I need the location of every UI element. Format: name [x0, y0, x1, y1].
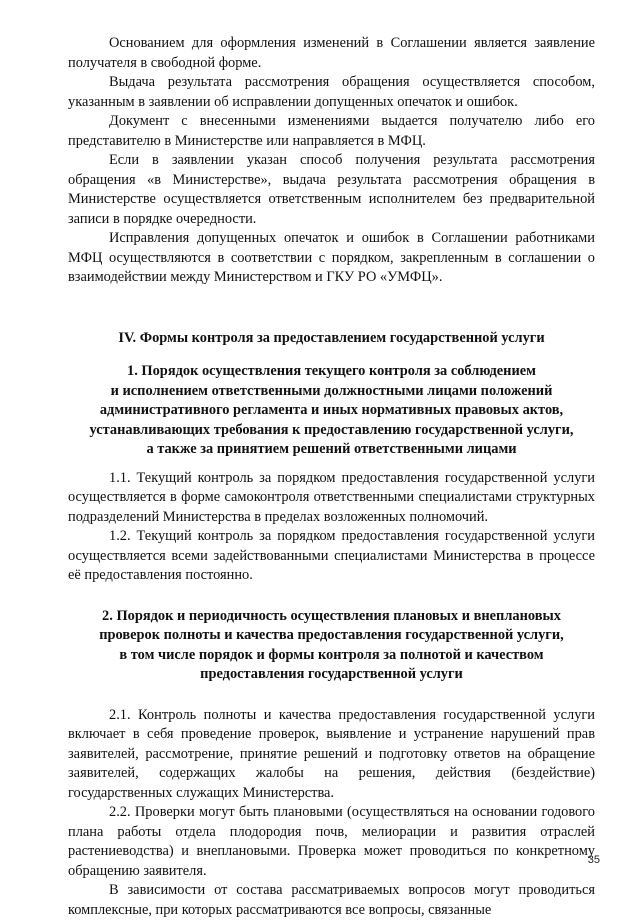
intro-paragraph-4: Если в заявлении указан способ получения результата рассмотрения обращения «в Министерстве», выдача результата рассмотрения обращения в Министерстве осуществляется ответственным исполнителем без предварительной записи в порядке очередности.: [68, 152, 595, 227]
document-page: [68, 34, 595, 920]
subsection-2-heading: [68, 607, 595, 685]
page-number: 35: [587, 854, 600, 866]
section-4-heading: IV. Формы контроля за предоставлением государственной услуги: [118, 329, 545, 346]
intro-paragraph-3: Документ с внесенными изменениями выдается получателю либо его представителю в Министерстве или направляется в МФЦ.: [68, 113, 595, 149]
heading-line: и исполнением ответственными должностными лицами положений: [110, 382, 553, 399]
spacer: [68, 586, 595, 607]
paragraph-2-2: 2.2. Проверки могут быть плановыми (осуществляться на основании годового плана работы отдела плодородия почв, мелиорации и развития отраслей растениеводства) и внеплановыми. Проверка может проводиться по конкретному обращению заявителя.: [68, 804, 595, 879]
spacer: [68, 460, 595, 469]
paragraph-2-1: 2.1. Контроль полноты и качества предоставления государственной услуги включает в себя проведение проверок, выявление и устранение нарушений прав заявителей, рассмотрение, принятие решений и подготовку ответов на обращение заявителей, содержащих жалобы на решения, действия (бездействие) государственных служащих Министерства.: [68, 706, 595, 801]
heading-line: а также за принятием решений ответственными лицами: [146, 441, 517, 457]
heading-line: 2. Порядок и периодичность осуществления плановых и внеплановых: [102, 607, 561, 624]
intro-paragraph-1: Основанием для оформления изменений в Соглашении является заявление получателя в свободной форме.: [68, 35, 595, 71]
heading-line: в том числе порядок и формы контроля за полнотой и качеством: [119, 646, 544, 663]
paragraph-1-2: 1.2. Текущий контроль за порядком предоставления государственной услуги осуществляется всеми задействованными специалистами Министерства в процессе её предоставления постоянно.: [68, 528, 595, 583]
spacer: [68, 348, 595, 362]
heading-line: административного регламента и иных нормативных правовых актов,: [99, 402, 564, 418]
intro-paragraph-5: Исправления допущенных опечаток и ошибок в Соглашении работниками МФЦ осуществляются в соответствии с порядком, закрепленным в соглашении о взаимодействии между Министерством и ГКУ РО «УМФЦ».: [68, 230, 595, 285]
spacer: [68, 685, 595, 706]
heading-line: 1. Порядок осуществления текущего контроля за соблюдением: [127, 363, 536, 379]
subsection-1-heading: [68, 362, 595, 460]
spacer: [68, 288, 595, 329]
heading-line: устанавливающих требования к предоставлению государственной услуги,: [89, 421, 574, 438]
heading-line: проверок полноты и качества предоставления государственной услуги,: [99, 627, 564, 643]
paragraph-1-1: 1.1. Текущий контроль за порядком предоставления государственной услуги осуществляется в форме самоконтроля ответственными специалистами структурных подразделений Министерства в пределах возложенных полномочий.: [68, 469, 595, 525]
intro-paragraph-2: Выдача результата рассмотрения обращения осуществляется способом, указанным в заявлении об исправлении допущенных опечаток и ошибок.: [68, 74, 595, 110]
heading-line: предоставления государственной услуги: [200, 666, 463, 682]
paragraph-2-3: В зависимости от состава рассматриваемых вопросов могут проводиться комплексные, при которых рассматриваются все вопросы, связанные: [68, 882, 595, 918]
